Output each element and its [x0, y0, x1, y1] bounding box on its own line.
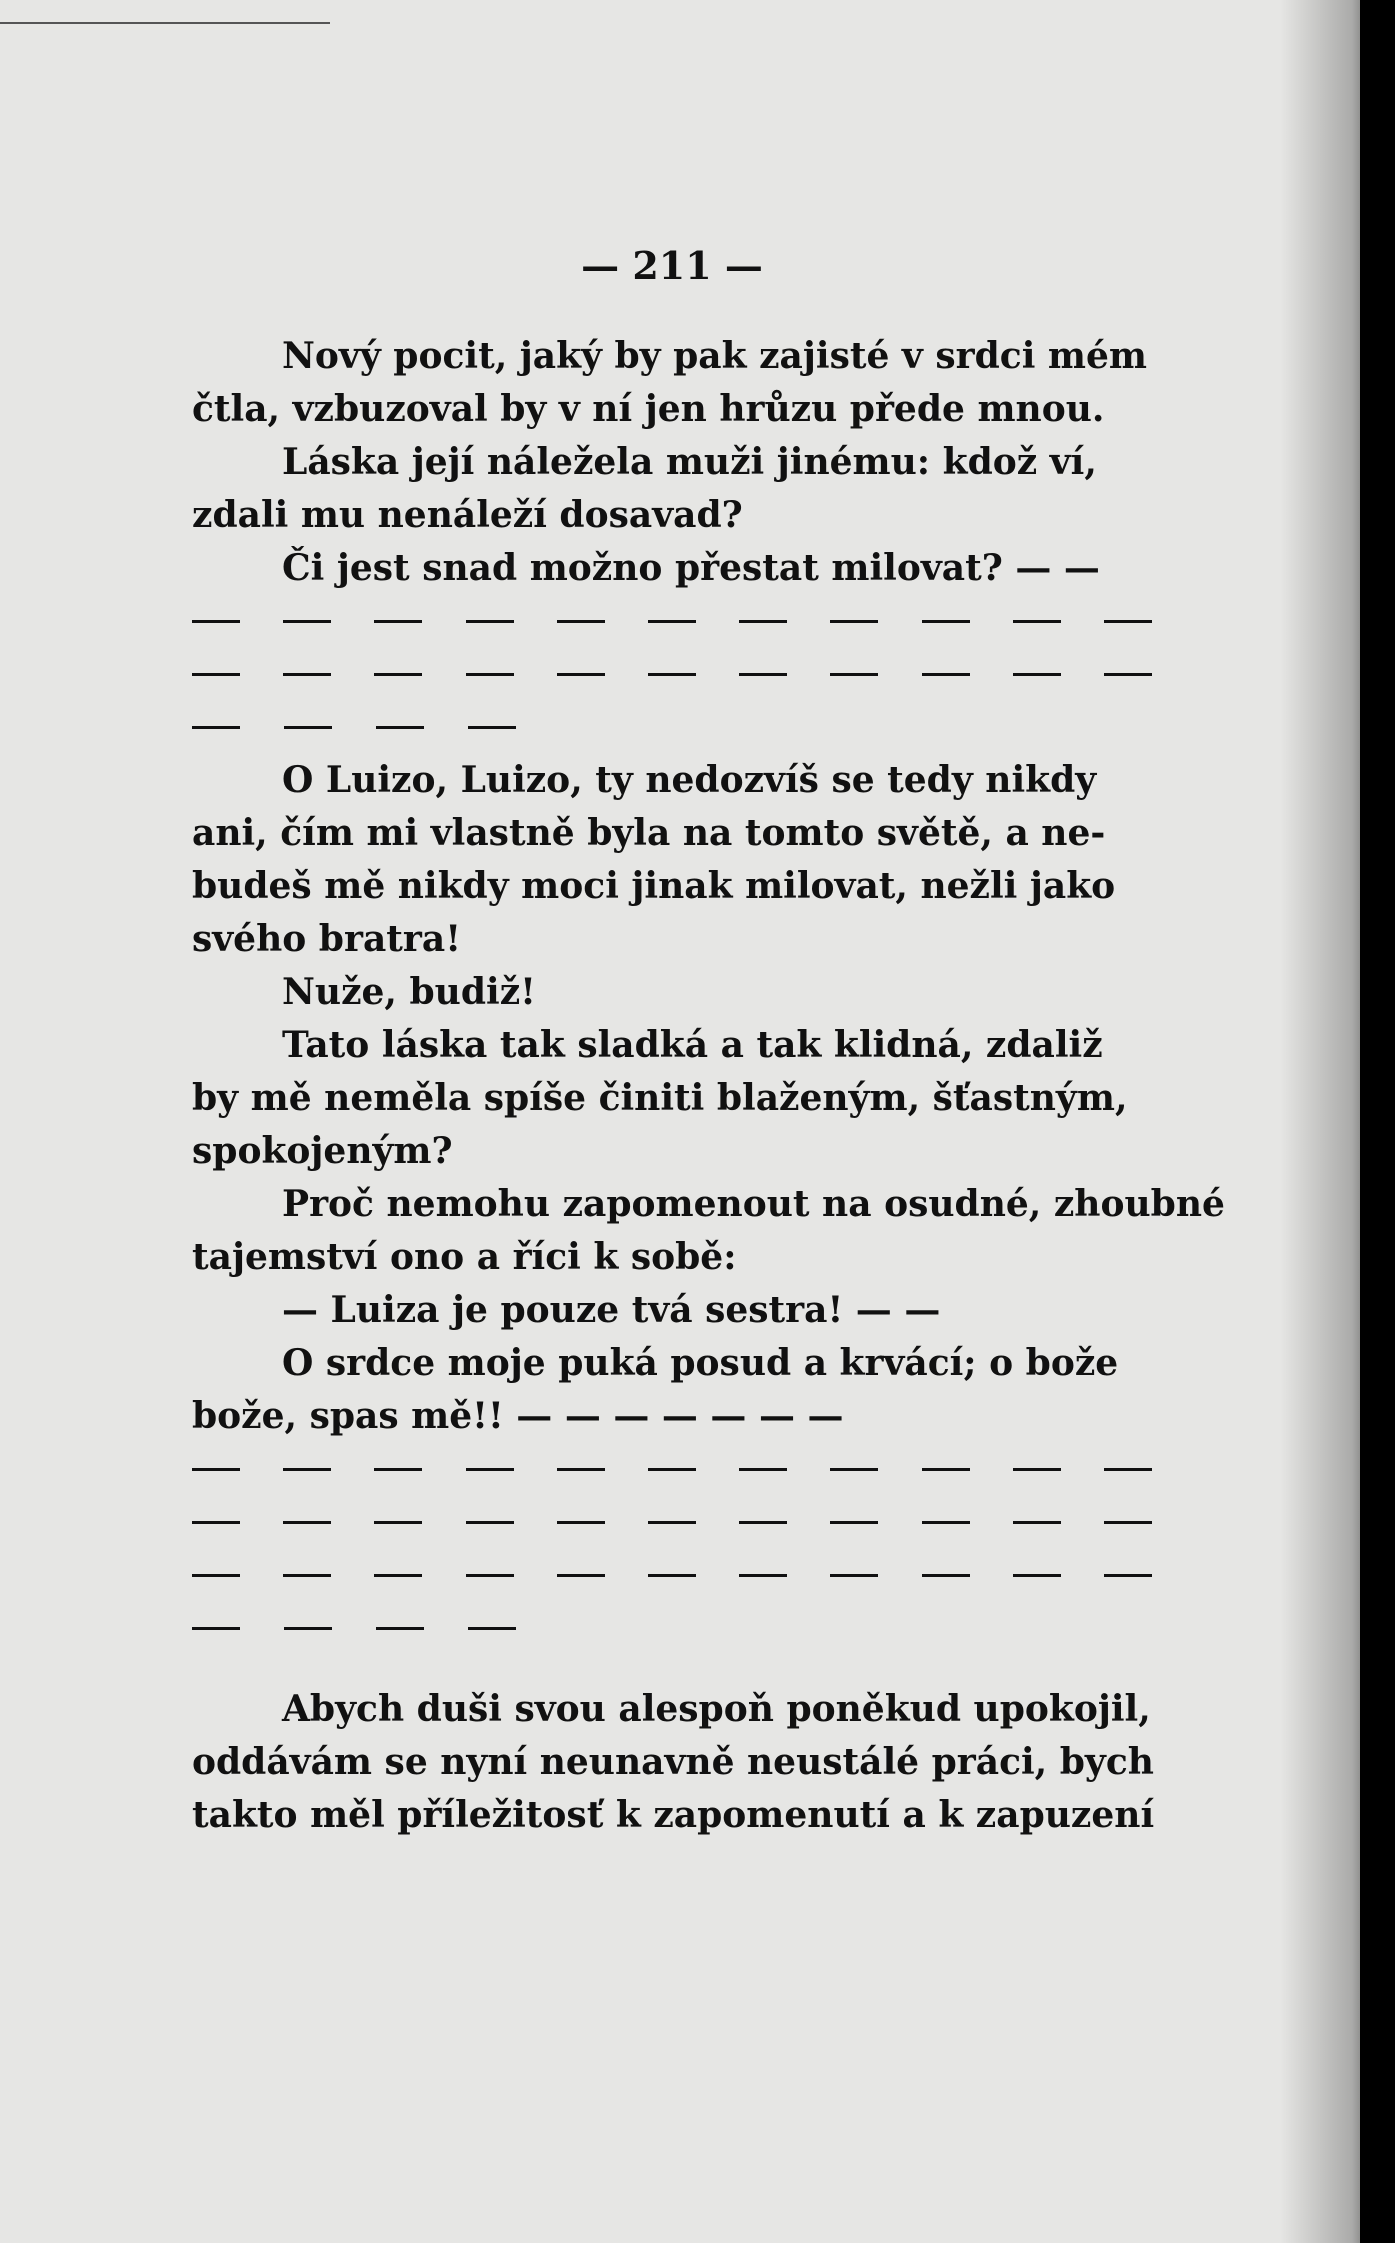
- dash-row: [192, 701, 1152, 754]
- text-line: Proč nemohu zapomenout na osudné, zhoubné: [282, 1183, 1225, 1225]
- dash: [283, 1574, 331, 1577]
- dash-row: [192, 595, 1152, 648]
- dash: [648, 673, 696, 676]
- dash: [468, 1627, 516, 1630]
- dash: [739, 620, 787, 623]
- dash-row: [192, 1443, 1152, 1496]
- text-line: spokojeným?: [192, 1130, 453, 1172]
- text-line: svého bratra!: [192, 918, 461, 960]
- dash: [1013, 673, 1061, 676]
- dash: [557, 1574, 605, 1577]
- dash: [648, 1574, 696, 1577]
- text-line: O srdce moje puká posud a krvácí; o bože: [282, 1342, 1119, 1384]
- text-line: ani, čím mi vlastně byla na tomto světě, a ne-: [192, 812, 1106, 854]
- dash: [466, 1468, 514, 1471]
- dash: [374, 1521, 422, 1524]
- dash: [1013, 1468, 1061, 1471]
- dash: [376, 1627, 424, 1630]
- dash: [466, 1521, 514, 1524]
- dash-row: [192, 1549, 1152, 1602]
- text-line: oddávám se nyní neunavně neustálé práci, bych: [192, 1741, 1154, 1783]
- dash: [192, 673, 240, 676]
- dash: [283, 620, 331, 623]
- dash: [1104, 620, 1152, 623]
- text-line: Abych duši svou alespoň poněkud upokojil,: [282, 1688, 1151, 1730]
- dash: [557, 1521, 605, 1524]
- dash: [739, 1521, 787, 1524]
- dash: [1013, 1521, 1061, 1524]
- dash: [739, 1574, 787, 1577]
- text-line: Láska její náležela muži jinému: kdož ví,: [282, 441, 1097, 483]
- dash: [557, 673, 605, 676]
- text-line: čtla, vzbuzoval by v ní jen hrůzu přede mnou.: [192, 388, 1105, 430]
- dash: [374, 620, 422, 623]
- dash: [922, 1574, 970, 1577]
- dash: [192, 1521, 240, 1524]
- dash-row: [192, 1496, 1152, 1549]
- text-line: Nový pocit, jaký by pak zajisté v srdci mém: [282, 335, 1147, 377]
- dash: [557, 620, 605, 623]
- dash: [376, 726, 424, 729]
- paragraph-gap: [192, 1655, 1152, 1683]
- text-line: Tato láska tak sladká a tak klidná, zdaliž: [282, 1024, 1103, 1066]
- dash: [192, 620, 240, 623]
- dash: [922, 1468, 970, 1471]
- dash: [283, 1521, 331, 1524]
- dash: [283, 1468, 331, 1471]
- dash: [284, 1627, 332, 1630]
- dash: [922, 673, 970, 676]
- dash: [830, 673, 878, 676]
- body-text: [192, 330, 1225, 1842]
- page-number: — 211 —: [581, 243, 763, 288]
- dash: [466, 673, 514, 676]
- dash: [830, 1574, 878, 1577]
- scan-edge-line: [0, 22, 330, 24]
- dash: [283, 673, 331, 676]
- dash: [192, 1627, 240, 1630]
- dash: [1013, 1574, 1061, 1577]
- dash: [830, 1468, 878, 1471]
- dash-row: [192, 1602, 1152, 1655]
- dash: [648, 1468, 696, 1471]
- page-spine-shadow: [1280, 0, 1360, 2243]
- text-line: Nuže, budiž!: [282, 971, 536, 1013]
- dash: [739, 673, 787, 676]
- dash: [830, 1521, 878, 1524]
- dash: [830, 620, 878, 623]
- text-line: O Luizo, Luizo, ty nedozvíš se tedy nikdy: [282, 759, 1097, 801]
- dash: [922, 620, 970, 623]
- dash: [192, 726, 240, 729]
- dash: [1104, 1468, 1152, 1471]
- dash: [466, 1574, 514, 1577]
- dash: [374, 1574, 422, 1577]
- text-line: tajemství ono a říci k sobě:: [192, 1236, 737, 1278]
- dash: [374, 1468, 422, 1471]
- dash: [648, 1521, 696, 1524]
- dash: [192, 1574, 240, 1577]
- dash: [922, 1521, 970, 1524]
- dash: [1104, 1574, 1152, 1577]
- dash: [648, 620, 696, 623]
- text-line: takto měl příležitosť k zapomenutí a k zapuzení: [192, 1794, 1155, 1836]
- dash-row: [192, 648, 1152, 701]
- dash: [557, 1468, 605, 1471]
- dash: [192, 1468, 240, 1471]
- text-line: Či jest snad možno přestat milovat? — —: [282, 547, 1100, 589]
- text-line: budeš mě nikdy moci jinak milovat, nežli jako: [192, 865, 1116, 907]
- text-line: bože, spas mě!! — — — — — — —: [192, 1395, 844, 1437]
- dash: [468, 726, 516, 729]
- text-line: by mě neměla spíše činiti blaženým, šťastným,: [192, 1077, 1128, 1119]
- dash: [1104, 1521, 1152, 1524]
- dash: [739, 1468, 787, 1471]
- dash: [1013, 620, 1061, 623]
- text-line: zdali mu nenáleží dosavad?: [192, 494, 743, 536]
- dash: [374, 673, 422, 676]
- dash: [284, 726, 332, 729]
- dash: [466, 620, 514, 623]
- dash: [1104, 673, 1152, 676]
- text-line: — Luiza je pouze tvá sestra! — —: [282, 1289, 941, 1331]
